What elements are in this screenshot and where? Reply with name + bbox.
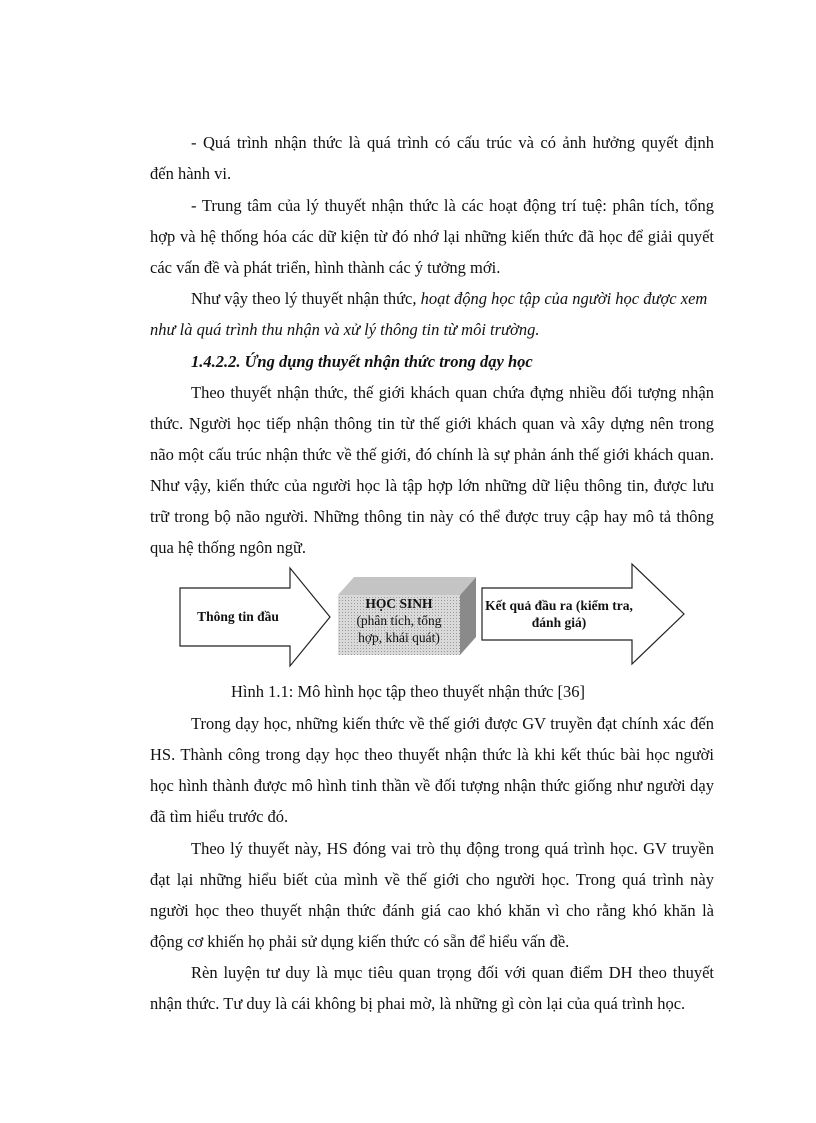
para3-line2: đạt lại những hiểu biết của mình về thế giới cho người học. Trong quá trình này [150,870,714,889]
para3-line3: người học theo thuyết nhận thức đánh giá cao khó khăn vì cho rằng khó khăn là [150,901,714,920]
para2-line3: học hình thành được mô hình tinh thần về đối tượng nhận thức giống như người dạy [150,776,714,795]
output-line2: đánh giá) [531,615,587,630]
para2-line1: Trong dạy học, những kiến thức về thế giới được GV truyền đạt chính xác đến [191,714,714,733]
bullet-2: - Trung tâm của lý thuyết nhận thức là các hoạt động trí tuệ: phân tích, tổng [191,196,714,215]
para1-line1: Theo thuyết nhận thức, thế giới khách quan chứa đựng nhiều đối tượng nhận [191,383,714,402]
student-line2: hợp, khái quát) [358,630,440,645]
bullet-1-cont: đến hành vi. [150,164,232,183]
student-title: HỌC SINH [365,596,433,611]
bullet-1: - Quá trình nhận thức là quá trình có cấu trúc và có ảnh hưởng quyết định [191,133,714,152]
bullet-2-cont-2: các vấn đề và phát triển, hình thành các ý tưởng mới. [150,258,501,277]
para1-line3: não một cấu trúc nhận thức về thế giới, đó chính là sự phản ánh thế giới khách quan. [150,445,714,464]
para3-line4: động cơ khiến họ phải sử dụng kiến thức có sẵn để hiểu vấn đề. [150,932,570,951]
para4-line1: Rèn luyện tư duy là mục tiêu quan trọng đối với quan điểm DH theo thuyết [191,963,714,982]
summary-regular: Như vậy theo lý thuyết nhận thức [191,289,413,308]
para2-line2: HS. Thành công trong dạy học theo thuyết nhận thức là khi kết thúc bài học người [150,745,714,764]
para1-line4: Như vậy, kiến thức của người học là tập hợp lớn những dữ liệu thông tin, được lưu [150,476,714,495]
student-line1: (phân tích, tổng [356,613,442,628]
box-top-face [338,577,476,595]
figure-caption: Hình 1.1: Mô hình học tập theo thuyết nhận thức [36] [230,682,585,701]
para2-line4: đã tìm hiểu trước đó. [150,807,289,826]
summary-line-2: như là quá trình thu nhận và xử lý thông tin từ môi trường. [150,320,540,339]
input-label: Thông tin đầu [197,609,279,624]
output-label [484,597,634,631]
para1-line5: trữ trong bộ não người. Những thông tin này có thể được truy cập hay mô tả thông [150,507,714,526]
bullet-2-cont-1: hợp và hệ thống hóa các dữ kiện từ đó nhớ lại những kiến thức đã học để giải quyết [150,227,714,246]
para3-line1: Theo lý thuyết này, HS đóng vai trò thụ động trong quá trình học. GV truyền [191,839,714,858]
para4-line2: nhận thức. Tư duy là cái không bị phai mờ, là những gì còn lại của quá trình học. [150,994,686,1013]
summary-italic: , hoạt động học tập của người học được xem [412,289,708,308]
para1-line6: qua hệ thống ngôn ngữ. [150,538,307,557]
section-heading: 1.4.2.2. Ứng dụng thuyết nhận thức trong dạy học [191,352,533,371]
output-line1: Kết quả đầu ra (kiểm tra, [485,598,633,613]
para1-line2: thức. Người học tiếp nhận thông tin từ thế giới khách quan và xây dựng nên trong [150,414,714,433]
student-box-text [338,595,460,646]
